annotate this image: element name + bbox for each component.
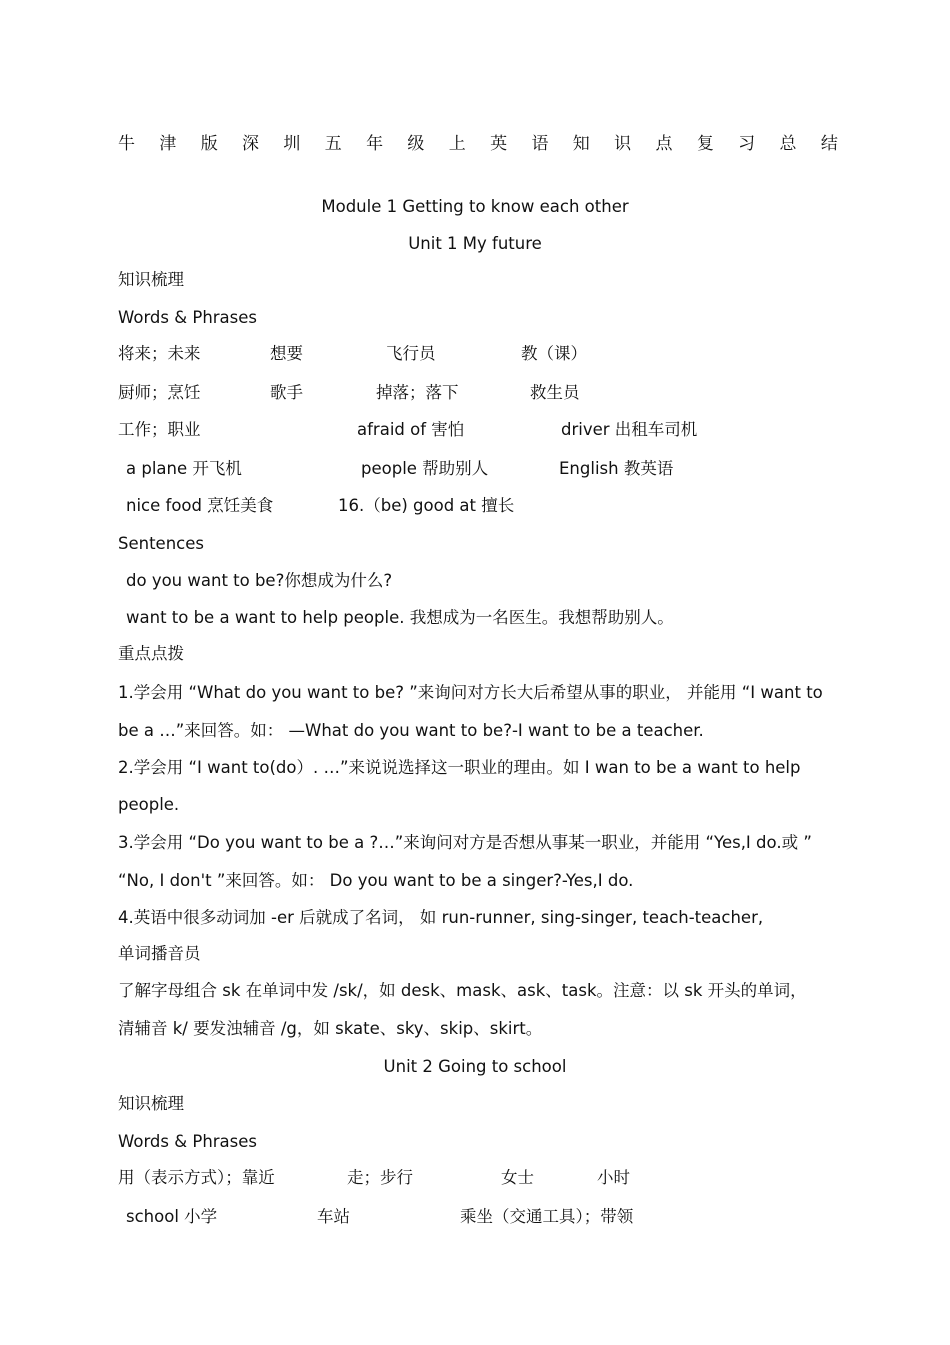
vocab-item: nice food 烹饪美食 (126, 496, 274, 515)
phonics-line: 清辅音 k/ 要发浊辅音 /g，如 skate、sky、skip、skirt。 (118, 1019, 543, 1038)
key-point-line: people. (118, 795, 180, 814)
vocab-item: 女士 (501, 1168, 534, 1187)
title-char: 点 (655, 134, 673, 154)
section-label: 单词播音员 (118, 944, 201, 963)
vocab-item: school 小学 (126, 1207, 218, 1226)
vocab-item: 救生员 (530, 383, 580, 402)
key-point-line: 4.英语中很多动词加 -er 后就成了名词， 如 run-runner, sing-singer, teach-teacher, (118, 908, 764, 927)
sentence-line: want to be a want to help people. 我想成为一名医生。我想帮助别人。 (126, 608, 674, 627)
vocab-item: driver 出租车司机 (561, 420, 698, 439)
vocab-item: a plane 开飞机 (126, 459, 242, 478)
vocab-item: 教（课） (521, 344, 587, 363)
section-label: Words & Phrases (118, 1132, 258, 1151)
unit-heading: Unit 1 My future (408, 234, 542, 253)
title-char: 五 (324, 134, 342, 154)
key-point-line: 1.学会用 “What do you want to be? ”来询问对方长大后希望从事的职业， 并能用 “I want to (118, 683, 823, 702)
vocab-item: 厨师；烹饪 (118, 383, 201, 402)
title-char: 深 (242, 134, 260, 154)
vocab-item: 歌手 (270, 383, 303, 402)
vocab-item: 小时 (597, 1168, 630, 1187)
section-label: Words & Phrases (118, 308, 258, 327)
vocab-item: 乘坐（交通工具）；带领 (460, 1207, 634, 1226)
title-char: 津 (159, 134, 177, 154)
title-char: 年 (366, 134, 384, 154)
vocab-item: 将来；未来 (118, 344, 201, 363)
vocab-item: English 教英语 (559, 459, 674, 478)
section-label: 知识梳理 (118, 1094, 184, 1113)
vocab-item: 想要 (270, 344, 303, 363)
vocab-item: afraid of 害怕 (357, 420, 465, 439)
document-title (118, 136, 838, 153)
vocab-item: people 帮助别人 (361, 459, 489, 478)
title-char: 英 (490, 134, 508, 154)
module-heading: Module 1 Getting to know each other (321, 197, 629, 216)
section-label: Sentences (118, 534, 204, 553)
title-char: 习 (738, 134, 756, 154)
title-char: 复 (696, 134, 714, 154)
title-char: 结 (820, 134, 838, 154)
title-char: 总 (779, 134, 797, 154)
title-char: 上 (448, 134, 466, 154)
vocab-item: 掉落；落下 (376, 383, 459, 402)
vocab-item: 工作；职业 (118, 420, 201, 439)
key-point-line: 3.学会用 “Do you want to be a ?…”来询问对方是否想从事某一职业，并能用 “Yes,I do.或 ” (118, 833, 812, 852)
vocab-item: 走；步行 (347, 1168, 413, 1187)
title-char: 版 (200, 134, 218, 154)
vocab-item: 用（表示方式）；靠近 (118, 1168, 275, 1187)
section-label: 知识梳理 (118, 270, 184, 289)
vocab-item: 16.（be) good at 擅长 (338, 496, 515, 515)
title-char: 知 (572, 134, 590, 154)
unit-heading: Unit 2 Going to school (383, 1057, 567, 1076)
key-point-line: 2.学会用 “I want to(do）. …”来说说选择这一职业的理由。如 I wan to be a want to help (118, 758, 801, 777)
vocab-item: 飞行员 (386, 344, 436, 363)
key-point-line: “No, I don't ”来回答。如： Do you want to be a singer?-Yes,I do. (118, 871, 634, 890)
title-char: 语 (531, 134, 549, 154)
key-point-line: be a …”来回答。如： —What do you want to be?-I want to be a teacher. (118, 721, 704, 740)
title-char: 识 (614, 134, 632, 154)
section-label: 重点点拨 (118, 644, 184, 663)
sentence-line: do you want to be?你想成为什么? (126, 571, 393, 590)
title-char: 圳 (283, 134, 301, 154)
phonics-line: 了解字母组合 sk 在单词中发 /sk/，如 desk、mask、ask、task。注意：以 sk 开头的单词， (118, 981, 807, 1000)
vocab-item: 车站 (317, 1207, 350, 1226)
title-char: 牛 (118, 134, 135, 154)
title-char: 级 (407, 134, 425, 154)
